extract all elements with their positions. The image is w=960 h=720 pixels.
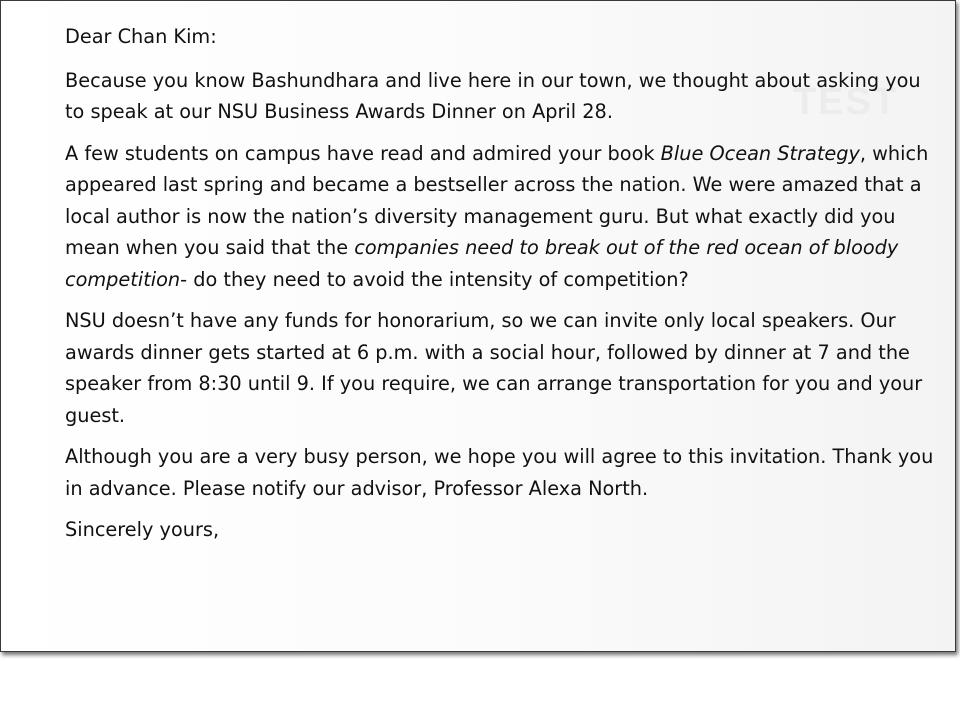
letter-paragraph-4: Although you are a very busy person, we hope you will agree to this invitation. Thank you in advance. Please notify our advisor, Professor Alexa North. [65,445,934,500]
letter-closing: Sincerely yours, [65,518,220,541]
paragraph-2-text-1: A few students on campus have read and admired your book [65,141,661,165]
paragraph-2-text-2: , which appeared last spring and became a bestseller across the nation. We were amazed that a local author is now the nation’s diversity management guru. But what exactly did you mean when you said that the [65,141,929,259]
letter-paragraph-1: Because you know Bashundhara and live here in our town, we thought about asking you to speak at our NSU Business Awards Dinner on April 28. [65,68,921,123]
paragraph-2-text-3: - do they need to avoid the intensity of competition? [180,267,689,291]
background-ghost-text: TEST [793,81,899,123]
letter-salutation: Dear Chan Kim: [65,25,217,48]
letter-paragraph-2 [65,138,935,296]
letter-body [65,21,935,556]
letter-paragraph-3: NSU doesn’t have any funds for honorarium, so we can invite only local speakers. Our awards dinner gets started at 6 p.m. with a social hour, followed by dinner at 7 and the speaker from 8:30 until 9. If you require, we can arrange transportation for you and your guest. [65,309,923,427]
book-title: Blue Ocean Strategy [660,141,860,165]
italic-quote: companies need to break out of the red ocean of bloody competition [65,236,899,291]
